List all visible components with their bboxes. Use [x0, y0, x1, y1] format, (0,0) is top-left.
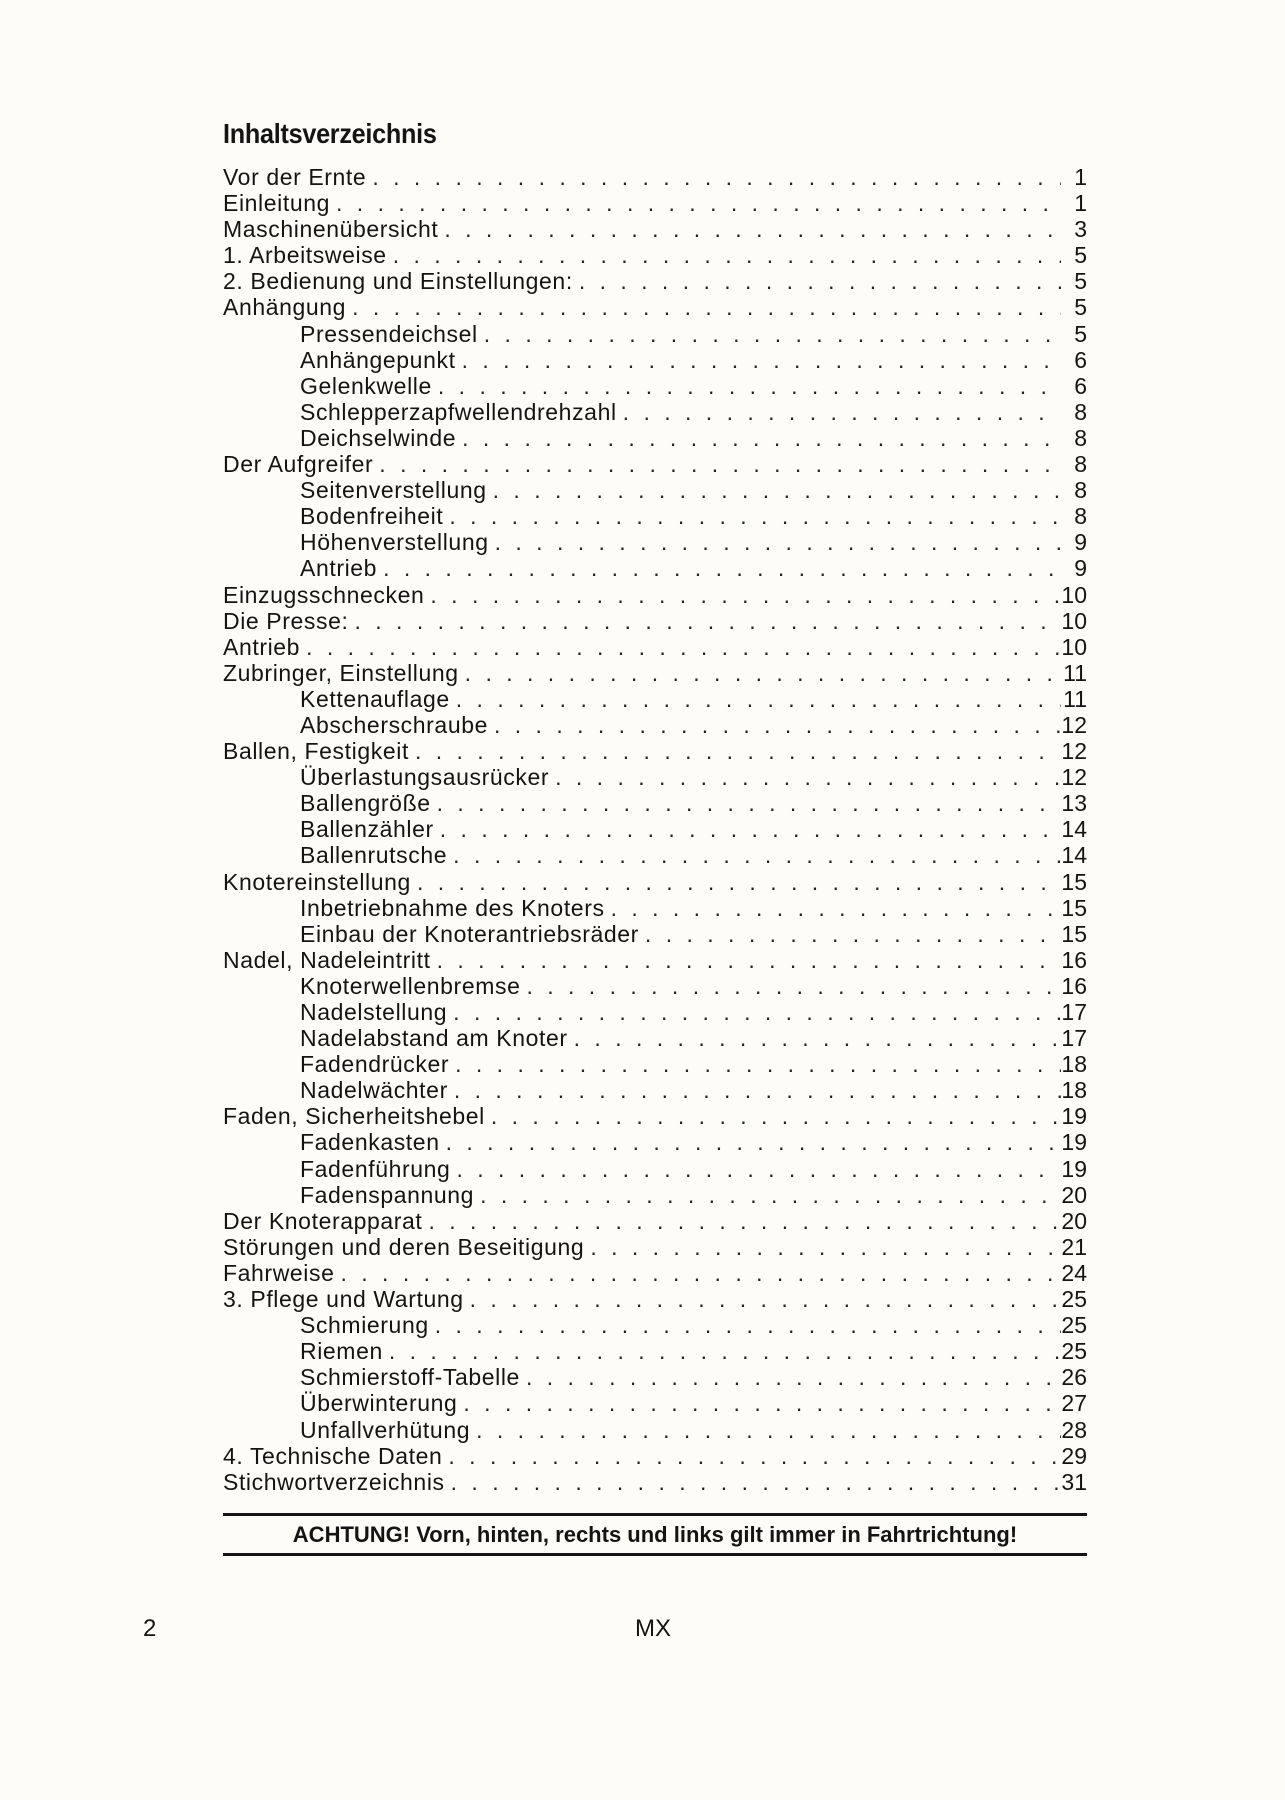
toc-entry-label: Ballenzähler: [300, 816, 434, 843]
toc-entry-page: 14: [1061, 842, 1087, 869]
toc-entry: [223, 1469, 1087, 1495]
toc-entry: [223, 790, 1087, 816]
toc-entry-label: Gelenkwelle: [300, 372, 432, 399]
dot-leader: [568, 1025, 1061, 1051]
toc-entry-label: Anhängepunkt: [300, 346, 456, 373]
toc-entry-page: 13: [1061, 790, 1087, 817]
toc-entry: [223, 1129, 1087, 1155]
toc-entry-label: Pressendeichsel: [300, 320, 478, 347]
dot-leader: [447, 999, 1061, 1025]
dot-leader: [432, 373, 1061, 399]
toc-entry-label: Einbau der Knoterantriebsräder: [300, 920, 639, 947]
toc-entry-label: Schmierung: [300, 1312, 429, 1339]
dot-leader: [443, 503, 1061, 529]
toc-entry: [223, 399, 1087, 425]
toc-entry: [223, 895, 1087, 921]
dot-leader: [478, 321, 1061, 347]
dot-leader: [489, 529, 1061, 555]
dot-leader: [429, 1312, 1061, 1338]
toc-entry-label: Stichwortverzeichnis: [223, 1468, 445, 1495]
toc-entry: [223, 764, 1087, 790]
toc-entry-page: 12: [1061, 738, 1087, 765]
toc-entry-page: 12: [1061, 711, 1087, 738]
dot-leader: [520, 1364, 1061, 1390]
toc-entry: [223, 686, 1087, 712]
toc-entry-label: Anhängung: [223, 294, 347, 321]
footer-model: MX: [635, 1615, 671, 1642]
toc-entry-page: 5: [1074, 242, 1087, 269]
toc-entry: [223, 1443, 1087, 1469]
toc-entry-label: Vor der Ernte: [223, 164, 367, 190]
toc-entry-label: Die Presse:: [223, 607, 349, 634]
toc-entry-page: 1: [1074, 190, 1087, 217]
toc-entry: [223, 190, 1087, 216]
toc-entry: [223, 347, 1087, 373]
dot-leader: [450, 1156, 1061, 1182]
toc-entry-page: 31: [1061, 1468, 1087, 1495]
toc-entry-label: Ballenrutsche: [300, 842, 448, 869]
toc-entry-label: Maschinenübersicht: [223, 216, 439, 243]
dot-leader: [445, 1469, 1061, 1495]
toc-entry-label: Der Knoterapparat: [223, 1207, 423, 1234]
toc-entry: [223, 738, 1087, 764]
toc-entry-page: 20: [1061, 1207, 1087, 1234]
toc-entry-page: 28: [1061, 1416, 1087, 1443]
toc-entry-page: 25: [1061, 1312, 1087, 1339]
toc-entry: [223, 712, 1087, 738]
toc-entry: [223, 555, 1087, 581]
toc-entry-page: 18: [1061, 1077, 1087, 1104]
toc-entry: [223, 1312, 1087, 1338]
toc-entry-label: 3. Pflege und Wartung: [223, 1286, 464, 1313]
toc-entry-page: 8: [1074, 424, 1087, 451]
toc-entry-page: 17: [1061, 999, 1087, 1025]
dot-leader: [549, 764, 1061, 790]
toc-entry-page: 19: [1061, 1103, 1087, 1130]
toc-entry-page: 10: [1061, 633, 1087, 660]
toc-entry-page: 15: [1061, 894, 1087, 921]
toc-entry-label: Überwinterung: [300, 1390, 458, 1417]
toc-entry: [223, 816, 1087, 842]
dot-leader: [605, 895, 1061, 921]
toc-entry-page: 12: [1061, 764, 1087, 791]
toc-entry-page: 27: [1061, 1390, 1087, 1417]
toc-entry: [223, 1234, 1087, 1260]
toc-entry-label: Schmierstoff-Tabelle: [300, 1364, 520, 1391]
dot-leader: [457, 1390, 1061, 1416]
toc-entry-label: Überlastungsausrücker: [300, 764, 550, 791]
dot-leader: [440, 1129, 1061, 1155]
toc-entry-page: 9: [1074, 555, 1087, 582]
dot-leader: [330, 190, 1061, 216]
toc-entry-label: Fahrweise: [223, 1259, 335, 1286]
table-of-contents: [223, 164, 1087, 1495]
toc-entry-label: Nadelstellung: [300, 999, 448, 1025]
toc-entry: [223, 477, 1087, 503]
dot-leader: [335, 1260, 1062, 1286]
dot-leader: [447, 842, 1061, 868]
page-number: 2: [143, 1615, 157, 1642]
dot-leader: [584, 1234, 1061, 1260]
toc-entry: [223, 503, 1087, 529]
dot-leader: [464, 1286, 1061, 1312]
dot-leader: [431, 947, 1061, 973]
toc-entry-page: 19: [1061, 1155, 1087, 1182]
toc-entry-label: Einleitung: [223, 190, 331, 217]
toc-entry-label: Antrieb: [223, 633, 301, 660]
toc-entry: [223, 1182, 1087, 1208]
dot-leader: [348, 608, 1061, 634]
dot-leader: [300, 634, 1061, 660]
toc-entry: [223, 529, 1087, 555]
toc-entry-label: 2. Bedienung und Einstellungen:: [223, 268, 573, 295]
toc-entry-label: Der Aufgreifer: [223, 451, 374, 478]
toc-entry-label: Antrieb: [300, 555, 378, 582]
toc-entry-page: 26: [1061, 1364, 1087, 1391]
toc-entry: [223, 1051, 1087, 1077]
dot-leader: [456, 425, 1061, 451]
toc-entry-page: 16: [1061, 946, 1087, 973]
toc-entry-page: 8: [1074, 398, 1087, 425]
toc-entry-label: Seitenverstellung: [300, 477, 487, 504]
dot-leader: [383, 1338, 1061, 1364]
toc-entry: [223, 294, 1087, 320]
toc-entry: [223, 947, 1087, 973]
toc-entry-label: Höhenverstellung: [300, 529, 489, 556]
toc-entry: [223, 999, 1087, 1025]
toc-entry-page: 11: [1063, 685, 1087, 712]
toc-entry-page: 8: [1074, 503, 1087, 530]
toc-entry-label: Nadelabstand am Knoter: [300, 1025, 568, 1052]
toc-entry-label: Knoterwellenbremse: [300, 972, 521, 999]
toc-entry-label: Deichselwinde: [300, 424, 457, 451]
toc-entry-page: 8: [1074, 451, 1087, 478]
toc-entry: [223, 608, 1087, 634]
toc-entry: [223, 1417, 1087, 1443]
toc-entry-label: Kettenauflage: [300, 685, 450, 712]
dot-leader: [431, 790, 1061, 816]
toc-entry: [223, 1286, 1087, 1312]
toc-entry: [223, 660, 1087, 686]
toc-entry: [223, 842, 1087, 868]
toc-entry-page: 25: [1061, 1338, 1087, 1365]
toc-entry-label: Ballengröße: [300, 790, 431, 817]
toc-entry: [223, 373, 1087, 399]
toc-entry-page: 21: [1061, 1233, 1087, 1260]
toc-entry: [223, 1208, 1087, 1234]
toc-entry: [223, 1260, 1087, 1286]
toc-entry: [223, 1103, 1087, 1129]
toc-entry-label: Unfallverhütung: [300, 1416, 471, 1443]
toc-entry-page: 11: [1063, 659, 1087, 686]
toc-entry: [223, 921, 1087, 947]
dot-leader: [520, 973, 1061, 999]
toc-entry: [223, 451, 1087, 477]
dot-leader: [488, 712, 1061, 738]
toc-entry: [223, 582, 1087, 608]
toc-entry-label: Schlepperzapfwellendrehzahl: [300, 398, 617, 425]
toc-entry: [223, 869, 1087, 895]
toc-entry-label: 1. Arbeitsweise: [223, 242, 387, 269]
dot-leader: [366, 164, 1061, 190]
toc-entry: [223, 242, 1087, 268]
dot-leader: [346, 294, 1061, 320]
toc-entry-page: 16: [1061, 972, 1087, 999]
dot-leader: [411, 869, 1061, 895]
toc-entry: [223, 321, 1087, 347]
dot-leader: [573, 268, 1061, 294]
toc-entry-label: Bodenfreiheit: [300, 503, 444, 530]
toc-entry: [223, 425, 1087, 451]
toc-entry-page: 20: [1061, 1181, 1087, 1208]
dot-leader: [377, 555, 1061, 581]
toc-entry-page: 19: [1061, 1129, 1087, 1156]
toc-entry-page: 15: [1061, 920, 1087, 947]
toc-entry: [223, 1156, 1087, 1182]
toc-entry-page: 10: [1061, 581, 1087, 608]
toc-entry: [223, 634, 1087, 660]
toc-entry-page: 17: [1061, 1025, 1087, 1052]
dot-leader: [442, 1443, 1061, 1469]
toc-entry-label: Störungen und deren Beseitigung: [223, 1233, 585, 1260]
toc-entry-page: 5: [1074, 320, 1087, 347]
dot-leader: [459, 660, 1061, 686]
dot-leader: [474, 1182, 1061, 1208]
dot-leader: [450, 686, 1061, 712]
toc-entry: [223, 1338, 1087, 1364]
toc-entry-label: Nadelwächter: [300, 1077, 448, 1104]
toc-entry-page: 5: [1074, 268, 1087, 295]
dot-leader: [639, 921, 1061, 947]
toc-entry-label: 4. Technische Daten: [223, 1442, 443, 1469]
toc-entry-label: Fadenspannung: [300, 1181, 475, 1208]
toc-entry-label: Fadenführung: [300, 1155, 451, 1182]
dot-leader: [409, 738, 1061, 764]
toc-entry: [223, 1364, 1087, 1390]
toc-entry-page: 29: [1061, 1442, 1087, 1469]
dot-leader: [449, 1051, 1061, 1077]
dot-leader: [424, 582, 1061, 608]
toc-entry-label: Nadel, Nadeleintritt: [223, 946, 431, 973]
dot-leader: [487, 477, 1061, 503]
page-title: Inhaltsverzeichnis: [223, 118, 437, 149]
toc-entry-page: 15: [1061, 868, 1087, 895]
dot-leader: [438, 216, 1061, 242]
toc-entry-page: 3: [1074, 216, 1087, 243]
toc-entry-label: Zubringer, Einstellung: [223, 659, 459, 686]
toc-entry: [223, 1077, 1087, 1103]
toc-entry-page: 1: [1074, 164, 1087, 190]
toc-entry-label: Fadendrücker: [300, 1051, 450, 1078]
toc-entry: [223, 268, 1087, 294]
dot-leader: [456, 347, 1061, 373]
dot-leader: [387, 242, 1061, 268]
toc-entry: [223, 164, 1087, 190]
toc-entry: [223, 973, 1087, 999]
toc-entry-label: Fadenkasten: [300, 1129, 440, 1156]
toc-entry-label: Riemen: [300, 1338, 383, 1365]
dot-leader: [422, 1208, 1061, 1234]
dot-leader: [470, 1417, 1061, 1443]
toc-entry-page: 5: [1074, 294, 1087, 321]
dot-leader: [485, 1103, 1061, 1129]
toc-entry: [223, 216, 1087, 242]
dot-leader: [434, 816, 1061, 842]
toc-entry-label: Knotereinstellung: [223, 868, 411, 895]
dot-leader: [617, 399, 1061, 425]
toc-entry-label: Einzugsschnecken: [223, 581, 425, 608]
toc-entry-page: 6: [1074, 346, 1087, 373]
toc-entry: [223, 1390, 1087, 1416]
toc-entry-page: 8: [1074, 477, 1087, 504]
dot-leader: [373, 451, 1061, 477]
toc-entry-label: Inbetriebnahme des Knoters: [300, 894, 605, 921]
toc-entry-label: Ballen, Festigkeit: [223, 738, 409, 765]
warning-notice: ACHTUNG! Vorn, hinten, rechts und links gilt immer in Fahrtrichtung!: [223, 1513, 1087, 1556]
toc-entry-page: 9: [1074, 529, 1087, 556]
toc-entry-page: 18: [1061, 1051, 1087, 1078]
toc-entry-page: 10: [1061, 607, 1087, 634]
toc-entry-label: Abscherschraube: [300, 711, 488, 738]
toc-entry-page: 25: [1061, 1286, 1087, 1313]
dot-leader: [448, 1077, 1061, 1103]
toc-entry-label: Faden, Sicherheitshebel: [223, 1103, 485, 1130]
toc-entry-page: 24: [1061, 1259, 1087, 1286]
toc-entry-page: 6: [1074, 372, 1087, 399]
toc-entry: [223, 1025, 1087, 1051]
toc-entry-page: 14: [1061, 816, 1087, 843]
